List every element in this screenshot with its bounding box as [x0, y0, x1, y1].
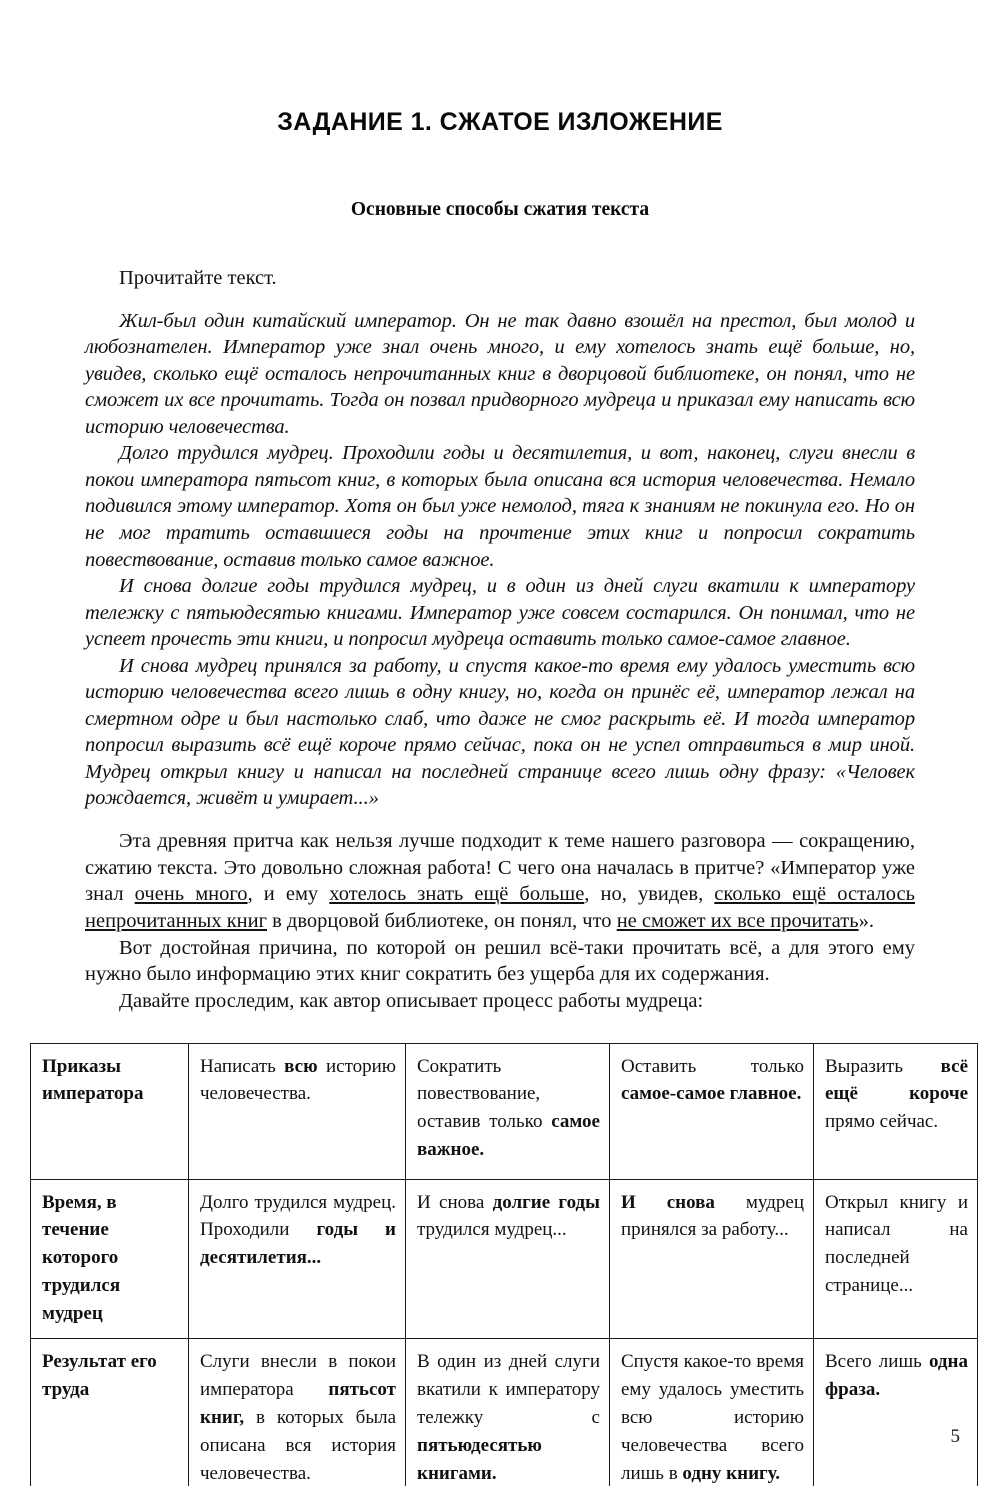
cell-time-1 [189, 1179, 406, 1339]
analysis-mid-1: , и ему [247, 883, 330, 906]
instruction-text: Прочитайте текст. [119, 267, 277, 289]
cell-result-4 [814, 1339, 978, 1486]
underlined-phrase-2: хотелось знать ещё больше [329, 883, 585, 906]
cell-text-post: трудился мудрец... [417, 1219, 567, 1241]
page-number: 5 [950, 1426, 960, 1447]
cell-text-bold: самое важное. [417, 1111, 600, 1161]
page-content [42, 0, 968, 1486]
underlined-phrase-1: очень много [134, 883, 248, 906]
analysis-mid-3: в дворцовой библиотеке, он понял, что [267, 909, 617, 932]
cell-text-bold: самое-самое главное. [621, 1083, 802, 1105]
table-container [42, 1015, 968, 1486]
cell-text-bold: пятьюдесятью книгами. [417, 1434, 542, 1484]
underlined-phrase-3: сколько ещё осталось непрочитанных книг [85, 883, 915, 932]
process-table [30, 1043, 978, 1486]
cell-text-bold: всё ещё короче [825, 1055, 968, 1105]
cell-text-post: в которых была описана вся история человечества. [200, 1406, 396, 1484]
cell-time-2 [406, 1179, 610, 1339]
cell-text-pre: Долго трудился мудрец. Проходили [200, 1191, 396, 1241]
cell-text-bold: одна фраза. [825, 1351, 968, 1401]
cell-text-pre: Сократить повествование, оставив только [417, 1055, 552, 1133]
analysis-mid-2: , но, увидев, [584, 883, 715, 906]
analysis-paragraph [85, 812, 915, 935]
cell-text-bold: всю [284, 1055, 318, 1077]
table-row [31, 1339, 978, 1486]
cell-time-4 [814, 1179, 978, 1339]
cell-text-pre: Выразить [825, 1055, 941, 1077]
cell-text-pre: В один из дней слуги вкатили к императору тележку с [417, 1351, 600, 1428]
cell-orders-2 [406, 1043, 610, 1179]
story-paragraph-3: И снова долгие годы трудился мудрец, и в один из дней слуги вкатили к императору тележку с пятьюдесятью книгами. Император уже совсем состарился. Он понимал, что не успеет прочесть эти книги, и попросил мудреца оставить только самое-самое главное. [85, 575, 915, 651]
cell-text-pre: Всего лишь [825, 1351, 929, 1373]
cell-orders-3 [610, 1043, 814, 1179]
cell-text-bold: годы и десятилетия... [200, 1219, 396, 1269]
row-header-orders: Приказы императора [31, 1043, 189, 1179]
cell-orders-4 [814, 1043, 978, 1179]
story-paragraph-4: И снова мудрец принялся за работу, и спустя какое-то время ему удалось уместить всю историю человечества всего лишь в одну книгу, но, когда он принёс её, император лежал на смертном одре и был настолько слаб, что даже не смог раскрыть её. И тогда император попросил выразить всё ещё короче прямо сейчас, пока он не успел отправиться в мир иной. Мудрец открыл книгу и написал на последней странице всего лишь одну фразу: «Человек рождается, живёт и умирает...» [85, 654, 915, 810]
cell-text-post: историю человечества. [200, 1055, 396, 1105]
story-paragraph-2: Долго трудился мудрец. Проходили годы и десятилетия, и вот, наконец, слуги внесли в покои императора пятьсот книг, в которых была описана вся история человечества. Немало подивился этому император. Хотя он был уже немолод, тяга к знаниям не покинула его. Но он не мог тратить оставшиеся годы на прочтение этих книг и попросил сократить повествование, оставив только самое важное. [85, 442, 915, 571]
cell-text-pre: Написать [200, 1055, 285, 1077]
reason-paragraph: Вот достойная причина, по которой он решил всё-таки прочитать всё, а для этого ему нужно было информацию этих книг сократить без ущерба для их содержания. [85, 936, 915, 986]
cell-text-pre: Открыл книгу и написал на последней странице... [825, 1191, 968, 1297]
cell-result-3 [610, 1339, 814, 1486]
cell-text-pre: Спустя какое-то время ему удалось уместить всю историю человечества всего лишь в [621, 1351, 804, 1484]
section-subtitle: Основные способы сжатия текста [350, 199, 650, 220]
cell-text-bold: одну книгу. [682, 1462, 781, 1484]
cell-text-bold: пятьсот книг, [200, 1379, 396, 1428]
cell-result-2 [406, 1339, 610, 1486]
cell-text-bold: долгие годы [492, 1191, 600, 1213]
row-header-result: Результат его труда [31, 1339, 189, 1486]
table-row [31, 1179, 978, 1339]
cell-text-bold: И снова [621, 1191, 715, 1213]
analysis-end: ». [858, 909, 874, 932]
cell-result-1 [189, 1339, 406, 1486]
underlined-phrase-4: не сможет их все прочитать [616, 909, 859, 932]
page-title: ЗАДАНИЕ 1. СЖАТОЕ ИЗЛОЖЕНИЕ [277, 108, 723, 136]
cell-text-pre: И снова [417, 1191, 493, 1213]
table-row [31, 1043, 978, 1179]
cell-orders-1 [189, 1043, 406, 1179]
cell-text-post: прямо сейчас. [825, 1111, 939, 1133]
story-paragraph-1: Жил-был один китайский император. Он не так давно взошёл на престол, был молод и любознателен. Император уже знал очень много, и ему хотелось знать ещё больше, но, увидев, сколько ещё осталось непрочитанных книг в дворцовой библиотеке, он понял, что не сможет их все прочитать. Тогда он позвал придворного мудреца и приказал ему написать всю историю человечества. [85, 309, 915, 438]
cell-time-3 [610, 1179, 814, 1339]
cell-text-pre: Слуги внесли в покои императора [200, 1351, 396, 1401]
cell-text-post: мудрец принялся за работу... [621, 1191, 804, 1241]
row-header-time: Время, в течение которого трудился мудрец [31, 1179, 189, 1339]
analysis-intro: Эта древняя притча как нельзя лучше подходит к теме нашего разговора — сокращению, сжатию текста. Это довольно сложная работа! С чего она началась в притче? «Император уже знал [85, 830, 915, 906]
cell-text-pre: Оставить только [621, 1055, 804, 1077]
table-intro-paragraph: Давайте проследим, как автор описывает процесс работы мудреца: [119, 989, 704, 1012]
